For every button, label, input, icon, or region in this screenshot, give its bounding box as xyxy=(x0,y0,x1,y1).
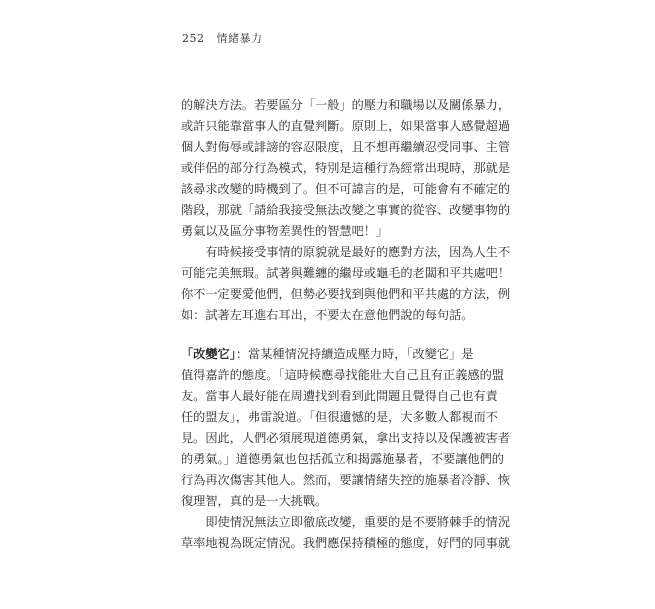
page-number: 252 xyxy=(182,32,205,45)
page-body xyxy=(181,95,511,554)
section-heading: 「改變它」 xyxy=(181,347,236,361)
text-line: 或許只能靠當事人的直覺判斷。原則上，如果當事人感覺超過 xyxy=(181,119,511,133)
running-title: 情緒暴力 xyxy=(216,32,263,45)
text-line: 見。因此，人們必須展現道德勇氣，拿出支持以及保護被害者 xyxy=(181,431,511,445)
paragraph-4 xyxy=(181,512,511,554)
text-line: 階段，那就「請給我接受無法改變之事實的從容、改變事物的 xyxy=(181,203,511,217)
text-line: 或伴侶的部分行為模式，特別是這種行為經常出現時，那就是 xyxy=(181,161,511,175)
text-line: 該尋求改變的時機到了。但不可諱言的是，可能會有不確定的 xyxy=(181,182,511,196)
running-header xyxy=(182,30,263,46)
text-line: 行為再次傷害其他人。然而，要讓情緒失控的施暴者冷靜、恢 xyxy=(181,473,511,487)
text-line: 有時候接受事情的原貌就是最好的應對方法，因為人生不 xyxy=(181,245,511,259)
text-line: 的勇氣。」道德勇氣也包括孤立和揭露施暴者，不要讓他們的 xyxy=(181,452,504,466)
text-line: 草率地視為既定情況。我們應保持積極的態度，好鬥的同事就 xyxy=(181,536,511,550)
paragraph-gap xyxy=(181,326,473,344)
paragraph-1 xyxy=(181,95,511,242)
text-line: 任的盟友」，弗雷說道。「但很遺憾的是，大多數人都視而不 xyxy=(181,410,498,424)
text-line: 復理智，真的是一大挑戰。 xyxy=(181,494,328,508)
text-line: 可能完美無瑕。試著與難纏的繼母或龜毛的老闆和平共處吧！ xyxy=(181,266,511,280)
paragraph-2 xyxy=(181,242,511,326)
text-line: 如：試著左耳進右耳出，不要太在意他們說的每句話。 xyxy=(181,308,474,322)
text-line: 的解決方法。若要區分「一般」的壓力和職場以及關係暴力， xyxy=(181,98,511,112)
heading-line-text: ：當某種情況持續造成壓力時，「改變它」是 xyxy=(235,347,474,361)
text-line: 你不一定要愛他們，但勢必要找到與他們和平共處的方法，例 xyxy=(181,287,511,301)
text-line: 值得嘉許的態度。「這時候應尋找能壯大自己且有正義感的盟 xyxy=(181,368,504,382)
paragraph-3 xyxy=(181,344,511,512)
text-line: 即使情況無法立即徹底改變，重要的是不要將棘手的情況 xyxy=(181,515,511,529)
text-line: 個人對侮辱或誹謗的容忍限度，且不想再繼續忍受同事、主管 xyxy=(181,140,511,154)
text-line: 勇氣以及區分事物差異性的智慧吧！」 xyxy=(181,224,389,238)
text-line: 友。當事人最好能在周遭找到看到此問題且覺得自己也有責 xyxy=(181,389,498,403)
text-line xyxy=(181,344,473,365)
